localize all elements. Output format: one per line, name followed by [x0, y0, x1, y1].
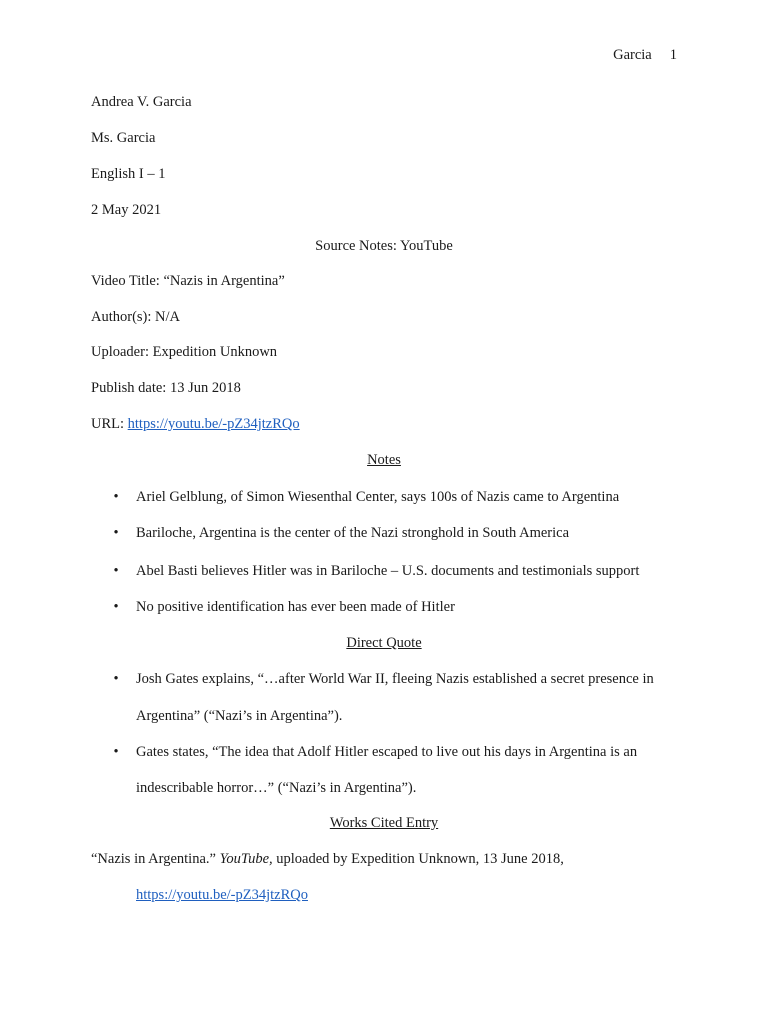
- header-surname: Garcia: [613, 47, 652, 63]
- bullet-icon: •: [113, 525, 119, 541]
- works-cited-url-link[interactable]: https://youtu.be/-pZ34jtzRQo: [136, 887, 308, 903]
- quote-item-line: Gates states, “The idea that Adolf Hitler escaped to live out his days in Argentina is an: [136, 744, 638, 760]
- document-title: Source Notes: YouTube: [315, 238, 453, 254]
- teacher-name: Ms. Garcia: [91, 130, 156, 146]
- bullet-icon: •: [113, 599, 119, 615]
- student-name: Andrea V. Garcia: [91, 94, 192, 110]
- header-page-number: 1: [669, 47, 677, 63]
- url-line: [91, 416, 300, 433]
- quote-item-line: Argentina” (“Nazi’s in Argentina”).: [136, 708, 343, 724]
- works-cited-heading: Works Cited Entry: [329, 815, 439, 831]
- course-name: English I – 1: [91, 166, 166, 182]
- running-header: [613, 47, 677, 64]
- note-item: Abel Basti believes Hitler was in Bariloche – U.S. documents and testimonials support: [136, 563, 640, 579]
- notes-heading: Notes: [367, 452, 401, 468]
- bullet-icon: •: [113, 563, 119, 579]
- source-url-link[interactable]: https://youtu.be/-pZ34jtzRQo: [127, 416, 300, 432]
- bullet-icon: •: [113, 671, 119, 687]
- bullet-icon: •: [113, 744, 119, 760]
- note-item: Bariloche, Argentina is the center of the Nazi stronghold in South America: [136, 525, 570, 541]
- authors: Author(s): N/A: [91, 309, 181, 325]
- works-cited-container: YouTube,: [219, 851, 273, 867]
- works-cited-url-line: [136, 887, 308, 904]
- quote-item-line: indescribable horror…” (“Nazi’s in Argentina”).: [136, 780, 417, 796]
- uploader: Uploader: Expedition Unknown: [91, 344, 278, 360]
- note-item: Ariel Gelblung, of Simon Wiesenthal Center, says 100s of Nazis came to Argentina: [136, 489, 620, 505]
- document-date: 2 May 2021: [91, 202, 162, 218]
- note-item: No positive identification has ever been made of Hitler: [136, 599, 455, 615]
- publish-date: Publish date: 13 Jun 2018: [91, 380, 241, 396]
- quote-item-line: Josh Gates explains, “…after World War II, fleeing Nazis established a secret presence in: [136, 671, 654, 687]
- works-cited-details: uploaded by Expedition Unknown, 13 June 2018,: [272, 851, 564, 867]
- works-cited-entry: [91, 851, 564, 868]
- bullet-icon: •: [113, 489, 119, 505]
- url-label: URL:: [91, 416, 128, 432]
- works-cited-title: “Nazis in Argentina.”: [91, 851, 220, 867]
- direct-quote-heading: Direct Quote: [346, 635, 422, 651]
- video-title: Video Title: “Nazis in Argentina”: [91, 273, 285, 289]
